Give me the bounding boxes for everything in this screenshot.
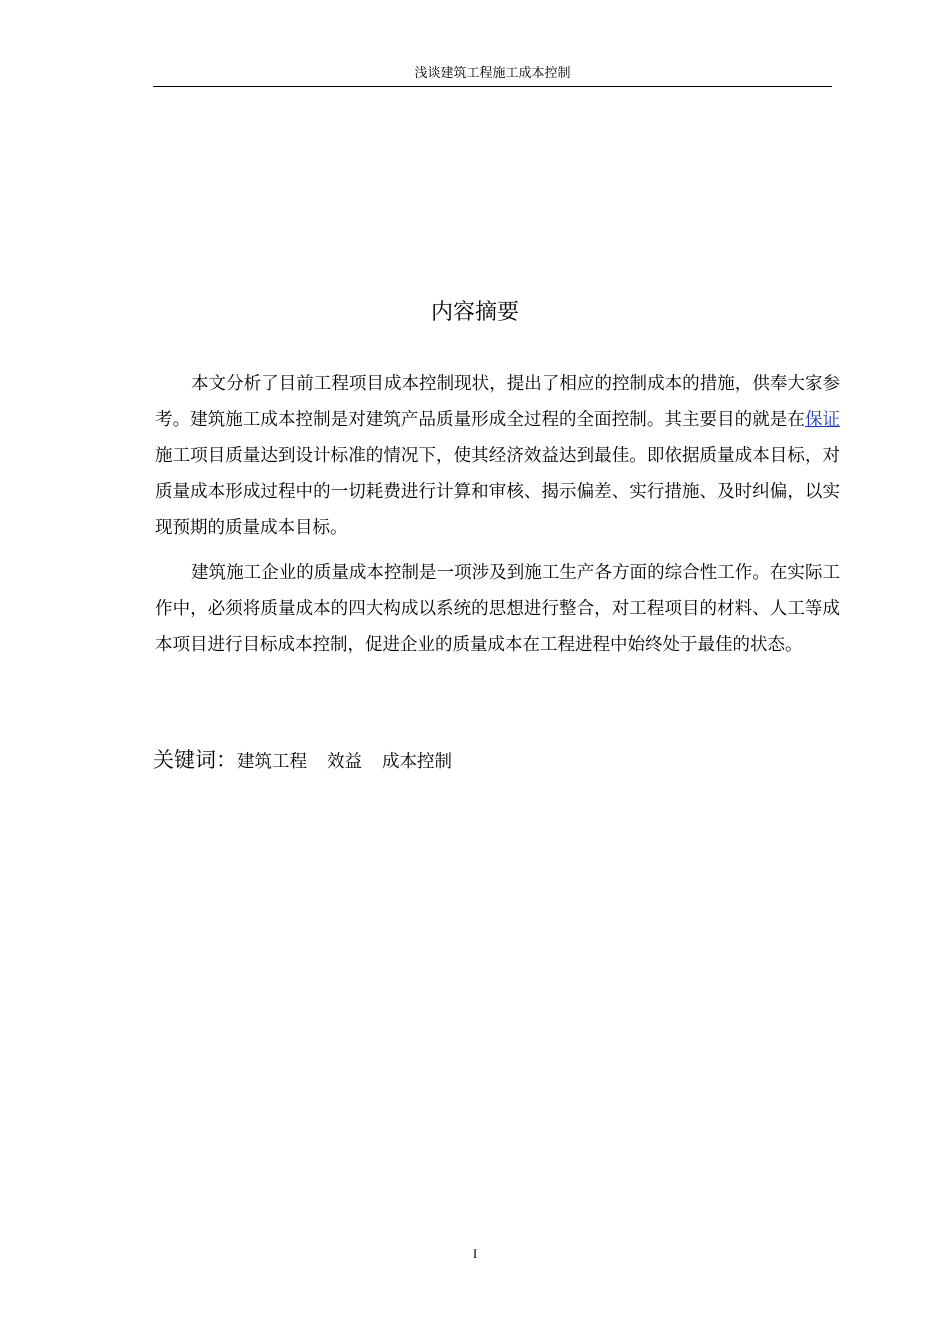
keyword-item: 效益 [327, 752, 362, 772]
abstract-paragraph-1 [155, 366, 840, 546]
paragraph-1-text-end: 施工项目质量达到设计标准的情况下，使其经济效益达到最佳。即依据质量成本目标，对质量成本形成过程中的一切耗费进行计算和审核、揭示偏差、实行措施、及时纠偏，以实现预期的质量成本目标。 [155, 446, 840, 538]
keyword-item: 建筑工程 [237, 752, 307, 772]
keywords-label: 关键词： [153, 748, 237, 772]
page-header [153, 62, 832, 87]
keywords-line [153, 740, 472, 780]
abstract-title: 内容摘要 [430, 300, 519, 325]
baozheng-link[interactable]: 保证 [804, 410, 841, 430]
keyword-item: 成本控制 [382, 752, 452, 772]
page-number: I [472, 1246, 478, 1261]
header-title: 浅谈建筑工程施工成本控制 [414, 66, 571, 81]
abstract-paragraph-2: 建筑施工企业的质量成本控制是一项涉及到施工生产各方面的综合性工作。在实际工作中，必须将质量成本的四大构成以系统的思想进行整合，对工程项目的材料、人工等成本项目进行目标成本控制，促进企业的质量成本在工程进程中始终处于最佳的状态。 [155, 563, 840, 655]
paragraph-1-text-start: 本文分析了目前工程项目成本控制现状，提出了相应的控制成本的措施，供奉大家参考。建筑施工成本控制是对建筑产品质量形成全过程的全面控制。其主要目的就是在 [155, 374, 840, 430]
